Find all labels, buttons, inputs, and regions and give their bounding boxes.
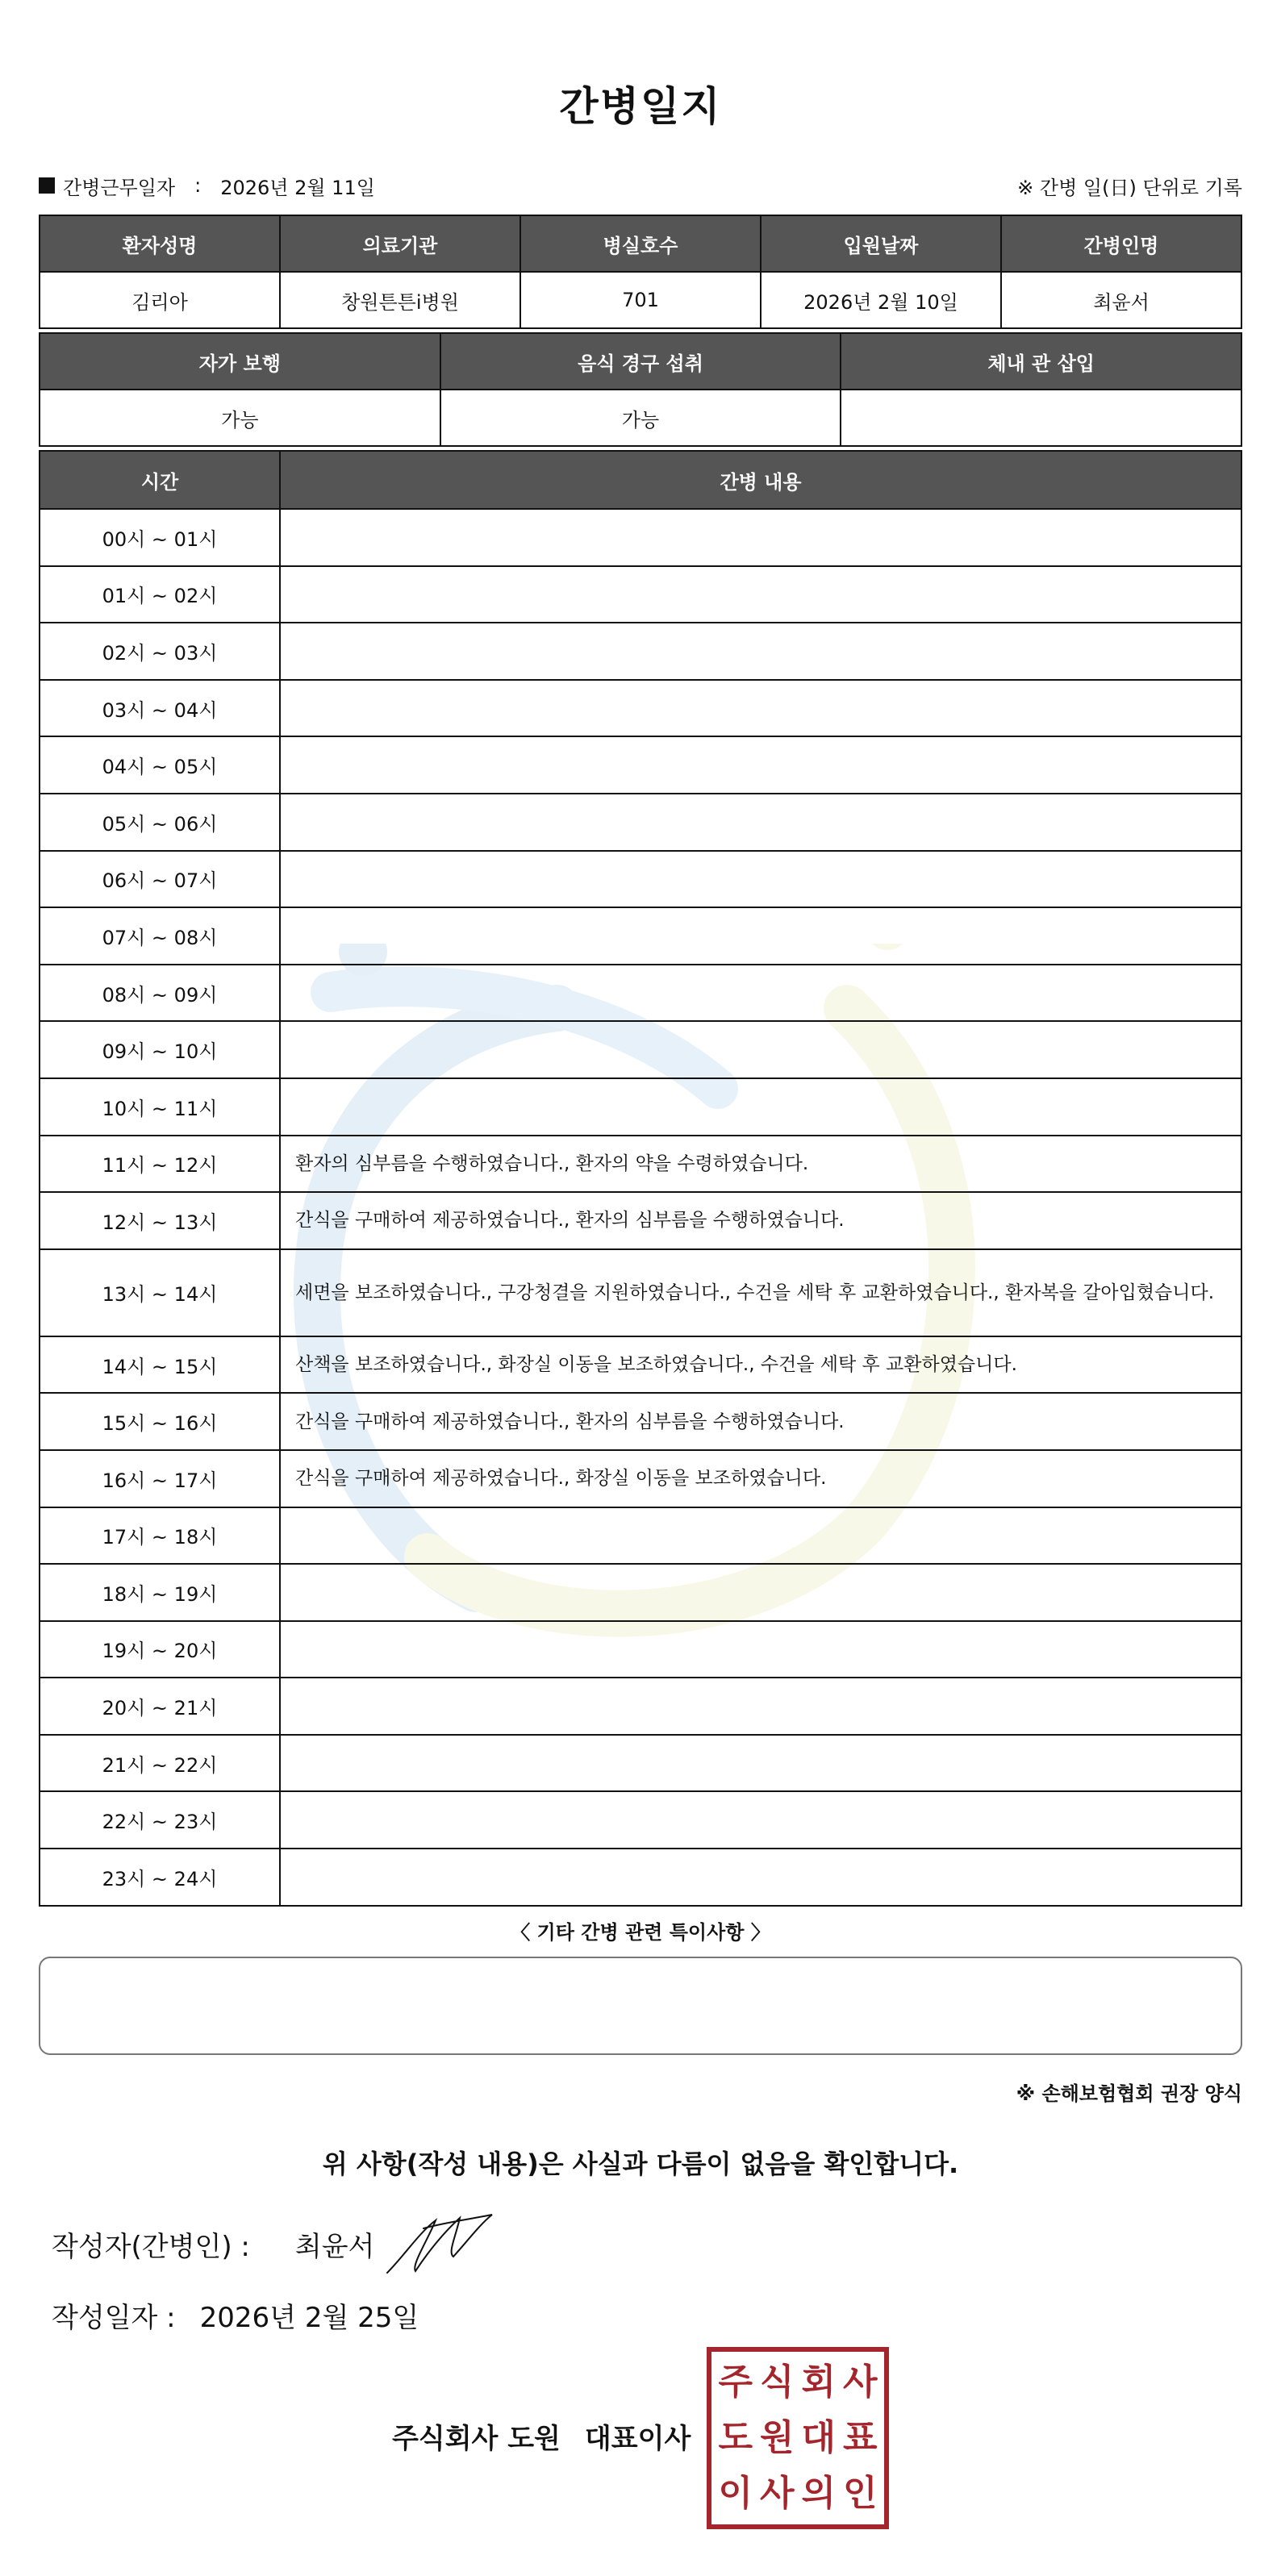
table-row — [40, 1791, 1241, 1849]
table-row — [40, 680, 1241, 737]
time-slot: 18시 ~ 19시 — [40, 1564, 280, 1621]
unit-note: ※ 간병 일(日) 단위로 기록 — [1017, 176, 1242, 199]
writer-line — [52, 2224, 374, 2264]
header-hospital: 의료기관 — [280, 215, 520, 272]
table-row — [40, 1336, 1241, 1394]
time-slot: 07시 ~ 08시 — [40, 907, 280, 965]
care-content — [280, 1621, 1241, 1678]
care-content — [280, 1507, 1241, 1565]
time-slot: 12시 ~ 13시 — [40, 1192, 280, 1249]
time-slot: 03시 ~ 04시 — [40, 680, 280, 737]
care-content — [280, 680, 1241, 737]
written-date-value: 2026년 2월 25일 — [199, 2302, 419, 2334]
time-slot: 02시 ~ 03시 — [40, 623, 280, 680]
time-slot: 23시 ~ 24시 — [40, 1849, 280, 1906]
care-content — [280, 1021, 1241, 1078]
care-content — [280, 1735, 1241, 1792]
patient-name: 김리아 — [40, 272, 280, 328]
header-care-content: 간병 내용 — [280, 451, 1241, 509]
care-content — [280, 1078, 1241, 1136]
header-admission-date: 입원날짜 — [761, 215, 1001, 272]
table-row — [40, 566, 1241, 623]
table-row — [40, 1393, 1241, 1450]
notes-label: 〈 기타 간병 관련 특이사항 〉 — [511, 1921, 770, 1944]
care-content — [280, 794, 1241, 851]
caregiver-name: 최윤서 — [1001, 272, 1241, 328]
document-title: 간병일지 — [559, 83, 722, 130]
time-slot: 08시 ~ 09시 — [40, 965, 280, 1022]
care-content — [280, 851, 1241, 908]
care-content — [280, 965, 1241, 1022]
time-slot: 01시 ~ 02시 — [40, 566, 280, 623]
seal-character: 회 — [801, 2361, 836, 2403]
seal-character: 대 — [801, 2416, 836, 2458]
time-slot: 19시 ~ 20시 — [40, 1621, 280, 1678]
table-row — [40, 1078, 1241, 1136]
time-slot: 13시 ~ 14시 — [40, 1249, 280, 1336]
time-slot: 09시 ~ 10시 — [40, 1021, 280, 1078]
table-row — [40, 1564, 1241, 1621]
table-row — [40, 1507, 1241, 1565]
work-date-separator: : — [194, 174, 202, 197]
time-slot: 04시 ~ 05시 — [40, 736, 280, 794]
company-name: 주식회사 도원 — [392, 2423, 561, 2455]
header-caregiver-name: 간병인명 — [1001, 215, 1241, 272]
table-row — [40, 1192, 1241, 1249]
header-tube-insertion: 체내 관 삽입 — [841, 333, 1241, 390]
time-slot: 14시 ~ 15시 — [40, 1336, 280, 1394]
care-content — [280, 907, 1241, 965]
header-self-walking: 자가 보행 — [40, 333, 440, 390]
seal-character: 식 — [759, 2361, 795, 2403]
table-row — [40, 1249, 1241, 1336]
table-row — [40, 794, 1241, 851]
tube-insertion-value — [841, 390, 1241, 446]
care-content — [280, 1849, 1241, 1906]
table-row — [40, 907, 1241, 965]
time-slot: 17시 ~ 18시 — [40, 1507, 280, 1565]
table-row — [40, 1021, 1241, 1078]
written-date-label: 작성일자 : — [52, 2302, 176, 2334]
time-slot: 15시 ~ 16시 — [40, 1393, 280, 1450]
admission-date: 2026년 2월 10일 — [761, 272, 1001, 328]
time-slot: 21시 ~ 22시 — [40, 1735, 280, 1792]
square-bullet-icon — [39, 177, 55, 194]
care-content: 산책을 보조하였습니다., 화장실 이동을 보조하였습니다., 수건을 세탁 후 교환하였습니다. — [280, 1336, 1241, 1394]
seal-character: 이 — [718, 2472, 753, 2514]
time-slot: 10시 ~ 11시 — [40, 1078, 280, 1136]
hospital: 창원튼튼i병원 — [280, 272, 520, 328]
header-room: 병실호수 — [520, 215, 761, 272]
time-slot: 05시 ~ 06시 — [40, 794, 280, 851]
oral-intake-value: 가능 — [440, 390, 841, 446]
care-content — [280, 1791, 1241, 1849]
written-date-line — [52, 2295, 419, 2335]
seal-character: 사 — [842, 2361, 878, 2403]
work-date-label: 간병근무일자 — [63, 176, 176, 199]
table-row — [40, 965, 1241, 1022]
work-date — [39, 172, 375, 200]
time-slot: 16시 ~ 17시 — [40, 1450, 280, 1507]
seal-character: 인 — [842, 2472, 878, 2514]
work-date-value: 2026년 2월 11일 — [220, 176, 375, 199]
table-row — [40, 1735, 1241, 1792]
care-content — [280, 1678, 1241, 1735]
header-oral-intake: 음식 경구 섭취 — [440, 333, 841, 390]
time-slot: 22시 ~ 23시 — [40, 1791, 280, 1849]
seal-character: 도 — [718, 2416, 753, 2458]
patient-ability-table — [39, 332, 1242, 447]
time-slot: 06시 ~ 07시 — [40, 851, 280, 908]
table-row — [40, 1136, 1241, 1193]
table-row — [40, 1621, 1241, 1678]
signature-icon — [379, 2208, 500, 2281]
seal-character: 주 — [718, 2361, 753, 2403]
care-content — [280, 566, 1241, 623]
table-row — [40, 1678, 1241, 1735]
care-content — [280, 736, 1241, 794]
care-content — [280, 509, 1241, 566]
header-time: 시간 — [40, 451, 280, 509]
table-row — [40, 1849, 1241, 1906]
meta-row — [39, 171, 1242, 200]
company-line — [392, 2416, 691, 2456]
care-log-table — [39, 450, 1242, 1907]
care-content: 간식을 구매하여 제공하였습니다., 환자의 심부름을 수행하였습니다. — [280, 1192, 1241, 1249]
company-title: 대표이사 — [584, 2423, 691, 2455]
seal-character: 사 — [759, 2472, 795, 2514]
seal-character: 원 — [759, 2416, 795, 2458]
care-content — [280, 1564, 1241, 1621]
company-seal-stamp — [707, 2347, 889, 2529]
table-row — [40, 851, 1241, 908]
time-slot: 11시 ~ 12시 — [40, 1136, 280, 1193]
time-slot: 20시 ~ 21시 — [40, 1678, 280, 1735]
room-number: 701 — [520, 272, 761, 328]
care-content: 환자의 심부름을 수행하였습니다., 환자의 약을 수령하였습니다. — [280, 1136, 1241, 1193]
table-row — [40, 623, 1241, 680]
table-row — [40, 736, 1241, 794]
seal-character: 의 — [801, 2472, 836, 2514]
form-note: ※ 손해보험협회 권장 양식 — [1016, 2082, 1242, 2105]
care-content — [280, 623, 1241, 680]
seal-character: 표 — [842, 2416, 878, 2458]
time-slot: 00시 ~ 01시 — [40, 509, 280, 566]
care-content: 간식을 구매하여 제공하였습니다., 화장실 이동을 보조하였습니다. — [280, 1450, 1241, 1507]
care-content: 간식을 구매하여 제공하였습니다., 환자의 심부름을 수행하였습니다. — [280, 1393, 1241, 1450]
notes-box — [39, 1957, 1242, 2055]
writer-label: 작성자(간병인) : — [52, 2231, 250, 2263]
table-row — [40, 509, 1241, 566]
confirmation-statement: 위 사항(작성 내용)은 사실과 다름이 없음을 확인합니다. — [322, 2149, 959, 2179]
patient-info-table — [39, 215, 1242, 329]
table-row — [40, 1450, 1241, 1507]
writer-name: 최윤서 — [294, 2231, 375, 2263]
care-content: 세면을 보조하였습니다., 구강청결을 지원하였습니다., 수건을 세탁 후 교환하였습니다., 환자복을 갈아입혔습니다. — [280, 1249, 1241, 1336]
header-patient-name: 환자성명 — [40, 215, 280, 272]
self-walking-value: 가능 — [40, 390, 440, 446]
